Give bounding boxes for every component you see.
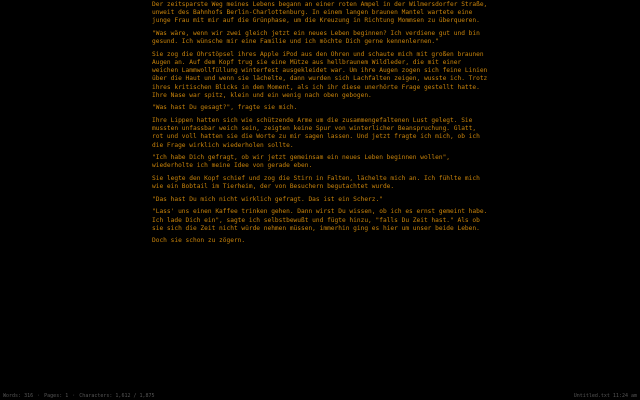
paragraph[interactable]: Sie zog die Ohrstöpsel ihres Apple iPod aus den Ohren und schaute mich mit großen braunen Augen an. Auf dem Kopf trug sie eine Mütze aus hellbraunem Wildleder, die mit einer weichen Lammwollfüllung winterfest ausgekleidet war. Um ihre Augen zogen sich feine Linien über die Haut und wenn sie lächelte, dann wurden sich Lachfalten zeigen, wusste ich. Trotz ihres kritischen Blicks in dem Moment, als ich ihr diese unerhörte Frage gestellt hatte. Ihre Nase war spitz, klein und ein wenig nach oben gebogen. <box>152 50 488 99</box>
paragraph[interactable]: "Das hast Du mich nicht wirklich gefragt. Das ist ein Scherz." <box>152 195 383 203</box>
paragraph[interactable]: Doch sie schon zu zögern. <box>152 237 246 245</box>
status-bar <box>0 392 640 400</box>
paragraph[interactable]: Sie legte den Kopf schief und zog die Stirn in Falten, lächelte mich an. Ich fühlte mich wie ein Bobtail im Tierheim, der von Besuchern begutachtet wurde. <box>152 175 480 191</box>
paragraph[interactable]: Ihre Lippen hatten sich wie schützende Arme um die zusammengefaltenen Lust gelegt. Sie mussten unfassbar weich sein, zeigten keine Spur von winterlicher Beanspruchung. Glatt, rot und voll hatten sie die Worte zu mir sagen lassen. Und jetzt fragte ich mich, ob ich die Frage wirklich wiederholen sollte. <box>152 117 480 149</box>
paragraph[interactable]: Der zeitsparste Weg meines Lebens begann an einer roten Ampel in der Wilmersdorfer Straße, unweit des Bahnhofs Berlin-Charlottenburg. In einem langen braunen Mantel wartete eine junge Frau mit mir auf die Grünphase, um die Kreuzung in Richtung Mommsen zu überqueren. <box>152 1 488 25</box>
page-count: Pages: 1 <box>44 393 69 399</box>
file-and-time: Untitled.txt 11:24 am <box>573 393 637 399</box>
status-separator: · <box>37 393 41 399</box>
paragraph[interactable]: "Was wäre, wenn wir zwei gleich jetzt ein neues Leben beginnen? Ich verdiene gut und bin gesund. Ich wünsche mir eine Familie und ich möchte Dich gerne kennenlernen." <box>152 30 480 46</box>
word-count: Words: 316 <box>3 393 34 399</box>
status-separator: · <box>72 393 76 399</box>
paragraph[interactable]: "Ich habe Dich gefragt, ob wir jetzt gemeinsam ein neues Leben beginnen wollen", wiederholte ich meine Idee von gerade eben. <box>152 154 451 170</box>
paragraph[interactable]: "Lass' uns einen Kaffee trinken gehen. Dann wirst Du wissen, ob ich es ernst gemeint habe. Ich lade Dich ein", sagte ich selbstbewußt und fügte hinzu, "falls Du Zeit hast." Als ob sie sich die Zeit nicht würde nehmen müssen, immerhin ging es hier um unser beide Leben. <box>152 208 488 232</box>
document-text-area[interactable] <box>152 1 490 250</box>
status-left <box>3 392 155 400</box>
character-count: Characters: 1,612 / 1,875 <box>79 393 155 399</box>
paragraph[interactable]: "Was hast Du gesagt?", fragte sie mich. <box>152 104 298 112</box>
